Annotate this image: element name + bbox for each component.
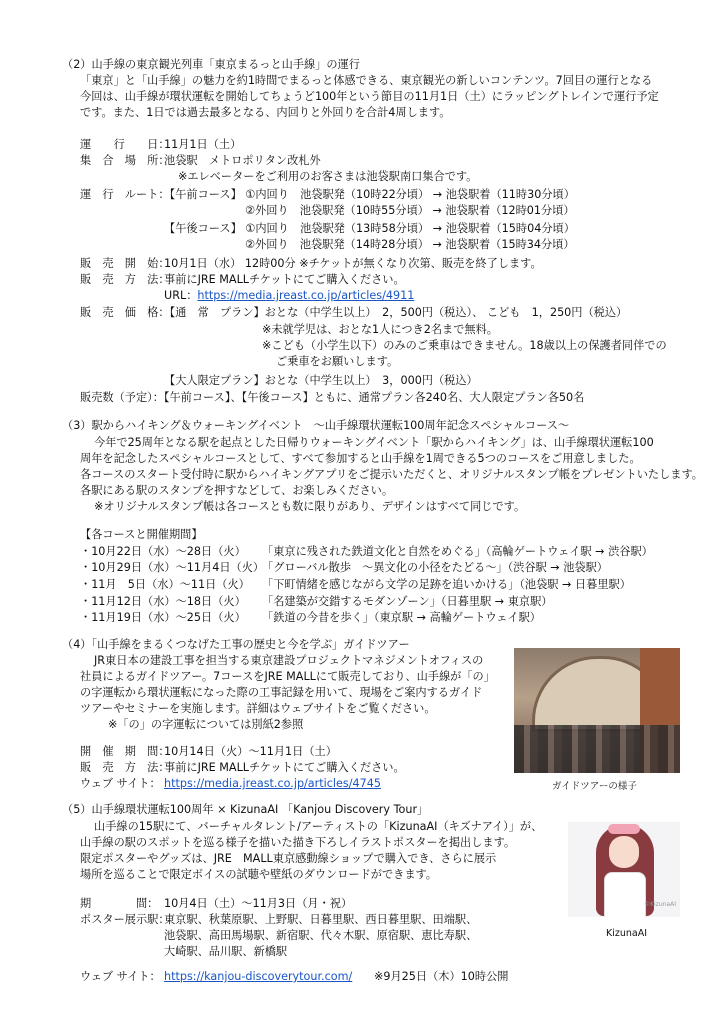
course-list-heading: 【各コースと開催期間】 (80, 528, 203, 541)
course-title: 「下町情緒を感じながら文学の足跡を追いかける」（池袋駅 → 日暮里駅） (262, 578, 631, 591)
price-label: 販 売 価 格： (80, 306, 170, 319)
sale-method-value: 事前にJRE MALLチケットにてご購入ください。 (164, 273, 405, 286)
section-2-intro-line-3: です。また、1日では過去最多となる、内回りと外回りを合計4周します。 (80, 106, 451, 119)
course-title: 「東京に残された鉄道文化と自然をめぐる」（高輪ゲートウェイ駅 → 渋谷駅） (262, 545, 653, 558)
poster-stations-line-1: 東京駅、秋葉原駅、上野駅、日暮里駅、西日暮里駅、田端駅、 (164, 913, 478, 926)
tour-sale-label: 販 売 方 法： (80, 761, 170, 774)
course-date: ・10月29日（水）～11月4日（火） (80, 561, 265, 574)
price-note-2: ※こども（小学生以下）のみのご乗車はできません。18歳以上の保護者同伴での (262, 339, 667, 352)
kanjou-period-label: 期 間： (80, 897, 159, 910)
section-2-heading: （2）山手線の東京観光列車「東京まるっと山手線」の運行 (62, 58, 360, 71)
section-5-body-4: 場所を巡ることで限定ボイスの試聴や壁紙のダウンロードができます。 (80, 868, 437, 881)
section-5-body-2: 山手線の駅のスポットを巡る様子を描いた描き下ろしイラストポスターを掲出します。 (80, 836, 516, 849)
date-value: 11月1日（土） (164, 138, 242, 151)
kanjou-url-note: ※9月25日（木）10時公開 (374, 970, 509, 983)
route-pm-1: 【午後コース】 ①内回り 池袋駅発（13時58分頃） → 池袋駅着（15時04分頃） (164, 222, 575, 235)
tour-sale-value: 事前にJRE MALLチケットにてご購入ください。 (164, 761, 405, 774)
poster-stations-line-2: 池袋駅、高田馬場駅、新宿駅、代々木駅、原宿駅、恵比寿駅、 (164, 929, 478, 942)
price-normal: 【通 常 プラン】おとな（中学生以上） 2，500円（税込）、 こども 1，250円（税込） (164, 306, 628, 319)
section-3-body-2: 周年を記念したスペシャルコースとして、すべて参加すると山手線を1周できる5つのコースをご用意しました。 (80, 452, 641, 465)
guide-tour-photo-caption: ガイドツアーの様子 (552, 781, 637, 792)
route-am-1: 【午前コース】 ①内回り 池袋駅発（10時22分頃） → 池袋駅着（11時30分頃） (164, 188, 575, 201)
section-4-note: ※「の」の字運転については別紙2参照 (108, 718, 304, 731)
section-5-heading: （5）山手線環状運転100周年 × KizunaAI 「Kanjou Discovery Tour」 (62, 803, 429, 816)
url-prefix: URL： (164, 289, 198, 302)
section-3-body-4: 各駅にある駅のスタンプを押すなどして、お楽しみください。 (80, 484, 394, 497)
kanjou-web-label: ウェブ サイト： (80, 970, 161, 983)
ticket-url-row (164, 288, 414, 304)
sale-start-value: 10月1日（水） 12時00分 ※チケットが無くなり次第、販売を終了します。 (164, 257, 542, 270)
poster-stations-line-3: 大崎駅、品川駅、新橋駅 (164, 945, 288, 958)
course-date: ・11月12日（水）～18日（火） (80, 595, 246, 608)
kizunaai-copyright-mark: ©KizunaAI (644, 900, 676, 908)
tour-period-label: 開 催 期 間： (80, 745, 170, 758)
kizunaai-caption: KizunaAI (606, 928, 648, 939)
ticket-url-link[interactable]: https://media.jreast.co.jp/articles/4911 (197, 289, 415, 302)
route-label: 運 行 ルート： (80, 188, 170, 201)
place-value: 池袋駅 メトロポリタン改札外 (164, 154, 321, 167)
sale-start-label: 販 売 開 始： (80, 257, 170, 270)
price-note-3: ご乗車をお願いします。 (276, 355, 399, 368)
section-3-note: ※オリジナルスタンプ帳は各コースとも数に限りがあり、デザインはすべて同じです。 (94, 500, 526, 513)
route-am-2: ②外回り 池袋駅発（10時55分頃） → 池袋駅着（12時01分頃） (245, 204, 575, 217)
tour-url-link[interactable]: https://media.jreast.co.jp/articles/4745 (164, 777, 381, 790)
section-2-intro-line-2: 今回は、山手線が環状運転を開始してちょうど100年という節目の11月1日（土）にラッピングトレインで運行予定 (80, 90, 659, 103)
section-4-body-3: の字運転から環状運転になった際の工事記録を用いて、現場をご案内するガイド (80, 686, 483, 699)
section-4-body-1: JR東日本の建設工事を担当する東京建設プロジェクトマネジメントオフィスの (94, 654, 484, 667)
price-note-1: ※未就学児は、おとな1人につき2名まで無料。 (262, 323, 498, 336)
course-date: ・11月19日（水）～25日（火） (80, 611, 246, 624)
section-4-body-2: 社員によるガイドツアー。7コースをJRE MALLにて販売しており、山手線が「の」 (80, 670, 495, 683)
course-title: 「鉄道の今昔を歩く」（東京駅 → 高輪ゲートウェイ駅） (262, 611, 541, 624)
course-title: 「グローバル散歩 ～異文化の小径をたどる～」（渋谷駅 → 池袋駅） (262, 561, 608, 574)
section-2-intro-line-1: 「東京」と「山手線」の魅力を約1時間でまるっと体感できる、東京観光の新しいコンテンツ。7回目の運行となる (80, 74, 653, 87)
section-3-body-3: 各コースのスタート受付時に駅からハイキングアプリをご提示いただくと、オリジナルスタンプ帳をプレゼントいたします。 (80, 468, 703, 481)
section-4-body-4: ツアーやセミナーを実施します。詳細はウェブサイトをご覧ください。 (80, 702, 436, 715)
section-5-body-3: 限定ポスターやグッズは、JRE MALL東京感動線ショップで購入でき、さらに展示 (80, 852, 497, 865)
tour-web-label: ウェブ サイト： (80, 777, 161, 790)
tour-period-value: 10月14日（火）～11月1日（土） (164, 745, 337, 758)
kizunaai-illustration (568, 822, 680, 917)
place-label: 集 合 場 所： (80, 154, 170, 167)
course-date: ・11月 5日（水）～11日（火） (80, 578, 250, 591)
poster-stations-label: ポスター展示駅： (80, 913, 170, 926)
sale-count: 販売数（予定）：【午前コース】、【午後コース】ともに、通常プラン各240名、大人限定プラン各50名 (80, 391, 585, 404)
section-4-heading: （4）「山手線をまるくつなげた工事の歴史と今を学ぶ」ガイドツアー (62, 638, 410, 651)
section-3-heading: （3）駅からハイキング＆ウォーキングイベント ～山手線環状運転100周年記念スペシャルコース～ (62, 419, 570, 432)
guide-tour-photo (514, 648, 680, 773)
date-label: 運 行 日： (80, 138, 170, 151)
kanjou-url-link[interactable]: https://kanjou-discoverytour.com/ (164, 970, 353, 983)
course-date: ・10月22日（水）～28日（火） (80, 545, 246, 558)
section-5-body-1: 山手線の15駅にて、バーチャルタレント/アーティストの「KizunaAI（キズナアイ）」が、 (94, 820, 543, 833)
route-pm-2: ②外回り 池袋駅発（14時28分頃） → 池袋駅着（15時34分頃） (245, 238, 575, 251)
place-note: ※エレベーターをご利用のお客さまは池袋駅南口集合です。 (178, 170, 478, 183)
kanjou-period-value: 10月4日（土）～11月3日（月・祝） (164, 897, 353, 910)
sale-method-label: 販 売 方 法： (80, 273, 170, 286)
price-adult: 【大人限定プラン】おとな（中学生以上） 3，000円（税込） (164, 374, 478, 387)
section-3-body-1: 今年で25周年となる駅を起点とした日帰りウォーキングイベント「駅からハイキング」は、山手線環状運転100 (94, 436, 654, 449)
course-title: 「名建築が交錯するモダンゾーン」（日暮里駅 → 東京駅） (262, 595, 553, 608)
